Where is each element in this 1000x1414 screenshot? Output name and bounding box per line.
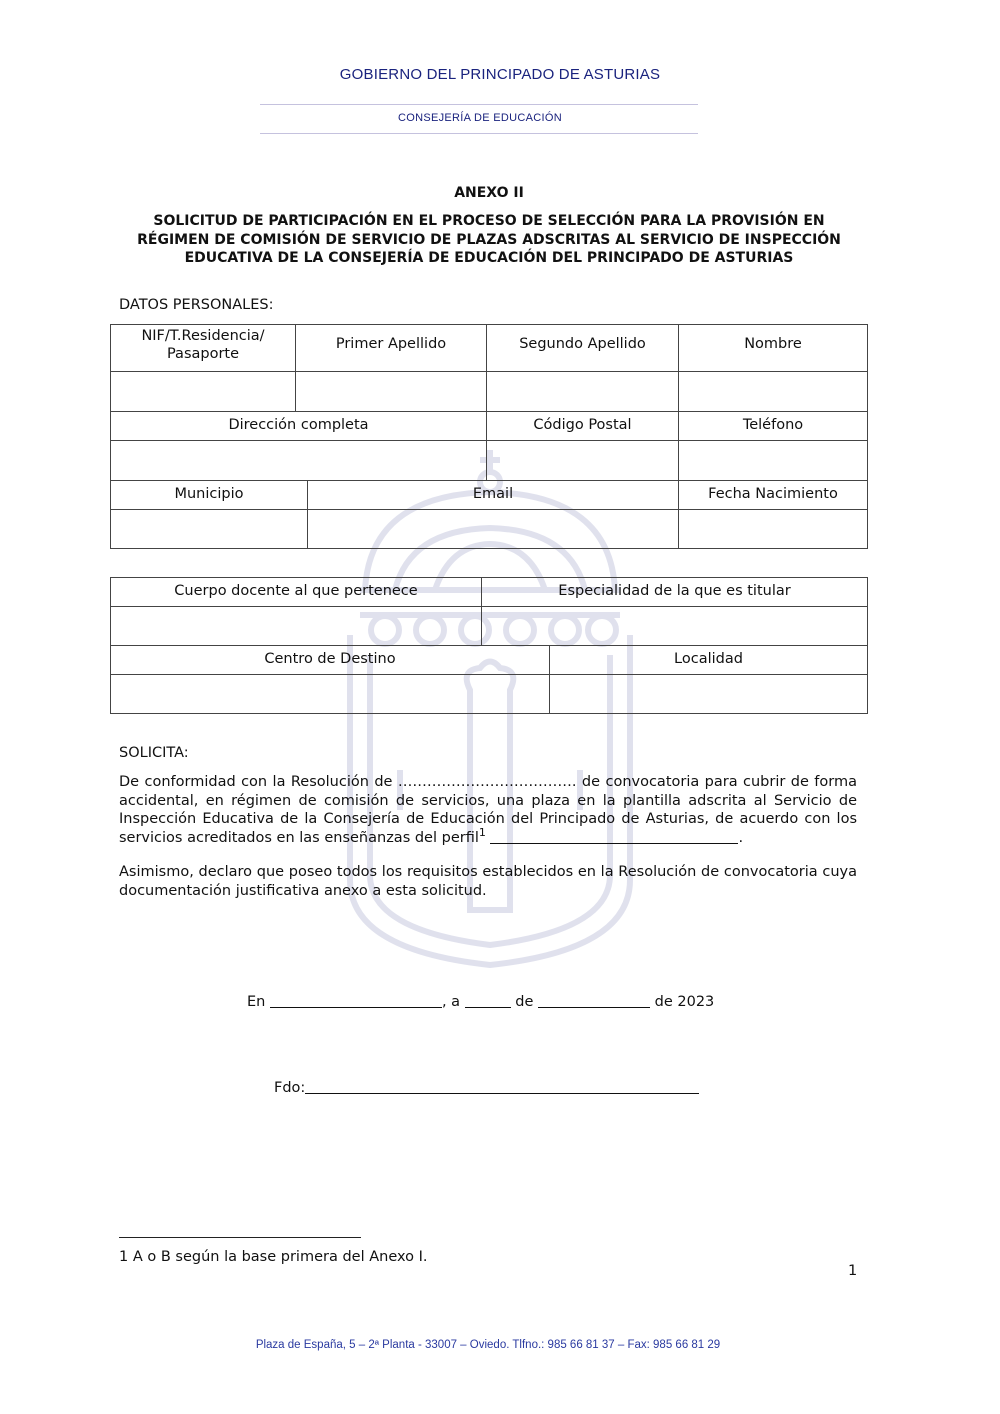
header-name: Nombre (679, 325, 868, 372)
header-email: Email (308, 481, 679, 510)
footnote-divider (119, 1237, 361, 1238)
header-divider-top (260, 104, 698, 105)
declaration-paragraph: Asimismo, declaro que poseo todos los requisitos establecidos en la Resolución de convocatoria cuya documentación justificativa anexo a esta solicitud. (119, 864, 857, 899)
personal-data-label: DATOS PERSONALES: (119, 297, 274, 313)
field-postal-code[interactable] (487, 441, 679, 481)
header-postal-code: Código Postal (487, 412, 679, 441)
department-name: CONSEJERÍA DE EDUCACIÓN (398, 112, 562, 124)
header-specialty: Especialidad de la que es titular (482, 578, 868, 607)
personal-data-table (110, 324, 868, 549)
field-second-surname[interactable] (487, 372, 679, 412)
field-destination-center[interactable] (111, 675, 550, 714)
place-prefix: En (247, 994, 266, 1010)
header-phone: Teléfono (679, 412, 868, 441)
header-second-surname: Segundo Apellido (487, 325, 679, 372)
header-municipality: Municipio (111, 481, 308, 510)
annex-heading: ANEXO II (454, 185, 524, 201)
header-birth-date: Fecha Nacimiento (679, 481, 868, 510)
field-name[interactable] (679, 372, 868, 412)
header-address: Dirección completa (111, 412, 487, 441)
request-paragraph (119, 773, 857, 847)
footnote-ref: 1 (478, 825, 486, 839)
month-blank-field[interactable] (538, 993, 650, 1008)
day-prefix: , a (441, 994, 461, 1010)
header-locality: Localidad (550, 646, 868, 675)
request-text: De conformidad con la Resolución de ………………………………. de convocatoria para cubrir de forma accidental, en régimen de comisión de servicios, una plaza en la plantilla adscrita al Servicio de Inspección Educativa de la Consejería de Educación del Principado de Asturias, de acuerdo con los servicios acreditados en las enseñanzas del perfil (119, 774, 857, 846)
field-nif[interactable] (111, 372, 296, 412)
date-line (247, 993, 714, 1010)
field-locality[interactable] (550, 675, 868, 714)
header-nif: NIF/T.Residencia/ Pasaporte (111, 325, 296, 372)
signature-line (274, 1079, 699, 1096)
footer-address: Plaza de España, 5 – 2ª Planta - 33007 – Oviedo. Tlfno.: 985 66 81 37 – Fax: 985 66 81 29 (255, 1339, 721, 1351)
professional-data-table (110, 577, 868, 714)
page-number: 1 (848, 1263, 858, 1279)
field-first-surname[interactable] (296, 372, 487, 412)
organization-name: GOBIERNO DEL PRINCIPADO DE ASTURIAS (339, 66, 661, 83)
profile-blank-field[interactable] (490, 829, 738, 844)
header-first-surname: Primer Apellido (296, 325, 487, 372)
request-label: SOLICITA: (119, 745, 189, 761)
field-teaching-body[interactable] (111, 607, 482, 646)
place-blank-field[interactable] (270, 993, 442, 1008)
day-blank-field[interactable] (465, 993, 511, 1008)
signature-blank-field[interactable] (305, 1079, 699, 1094)
field-phone[interactable] (679, 441, 868, 481)
footnote-text: 1 A o B según la base primera del Anexo I. (119, 1249, 428, 1265)
header-destination-center: Centro de Destino (111, 646, 550, 675)
month-prefix: de (515, 994, 534, 1010)
header-divider-bottom (260, 133, 698, 134)
year-text: de 2023 (654, 994, 715, 1010)
field-address[interactable] (111, 441, 487, 481)
field-municipality[interactable] (111, 510, 308, 549)
field-specialty[interactable] (482, 607, 868, 646)
header-teaching-body: Cuerpo docente al que pertenece (111, 578, 482, 607)
document-title: SOLICITUD DE PARTICIPACIÓN EN EL PROCESO DE SELECCIÓN PARA LA PROVISIÓN EN RÉGIMEN DE COMISIÓN DE SERVICIO DE PLAZAS ADSCRITAS AL SERVICIO DE INSPECCIÓN EDUCATIVA DE LA CONSEJERÍA DE EDUCACIÓN DEL PRINCIPADO DE ASTURIAS (137, 213, 841, 266)
signed-label: Fdo: (274, 1080, 306, 1096)
field-email[interactable] (308, 510, 679, 549)
field-birth-date[interactable] (679, 510, 868, 549)
period: . (738, 829, 744, 846)
